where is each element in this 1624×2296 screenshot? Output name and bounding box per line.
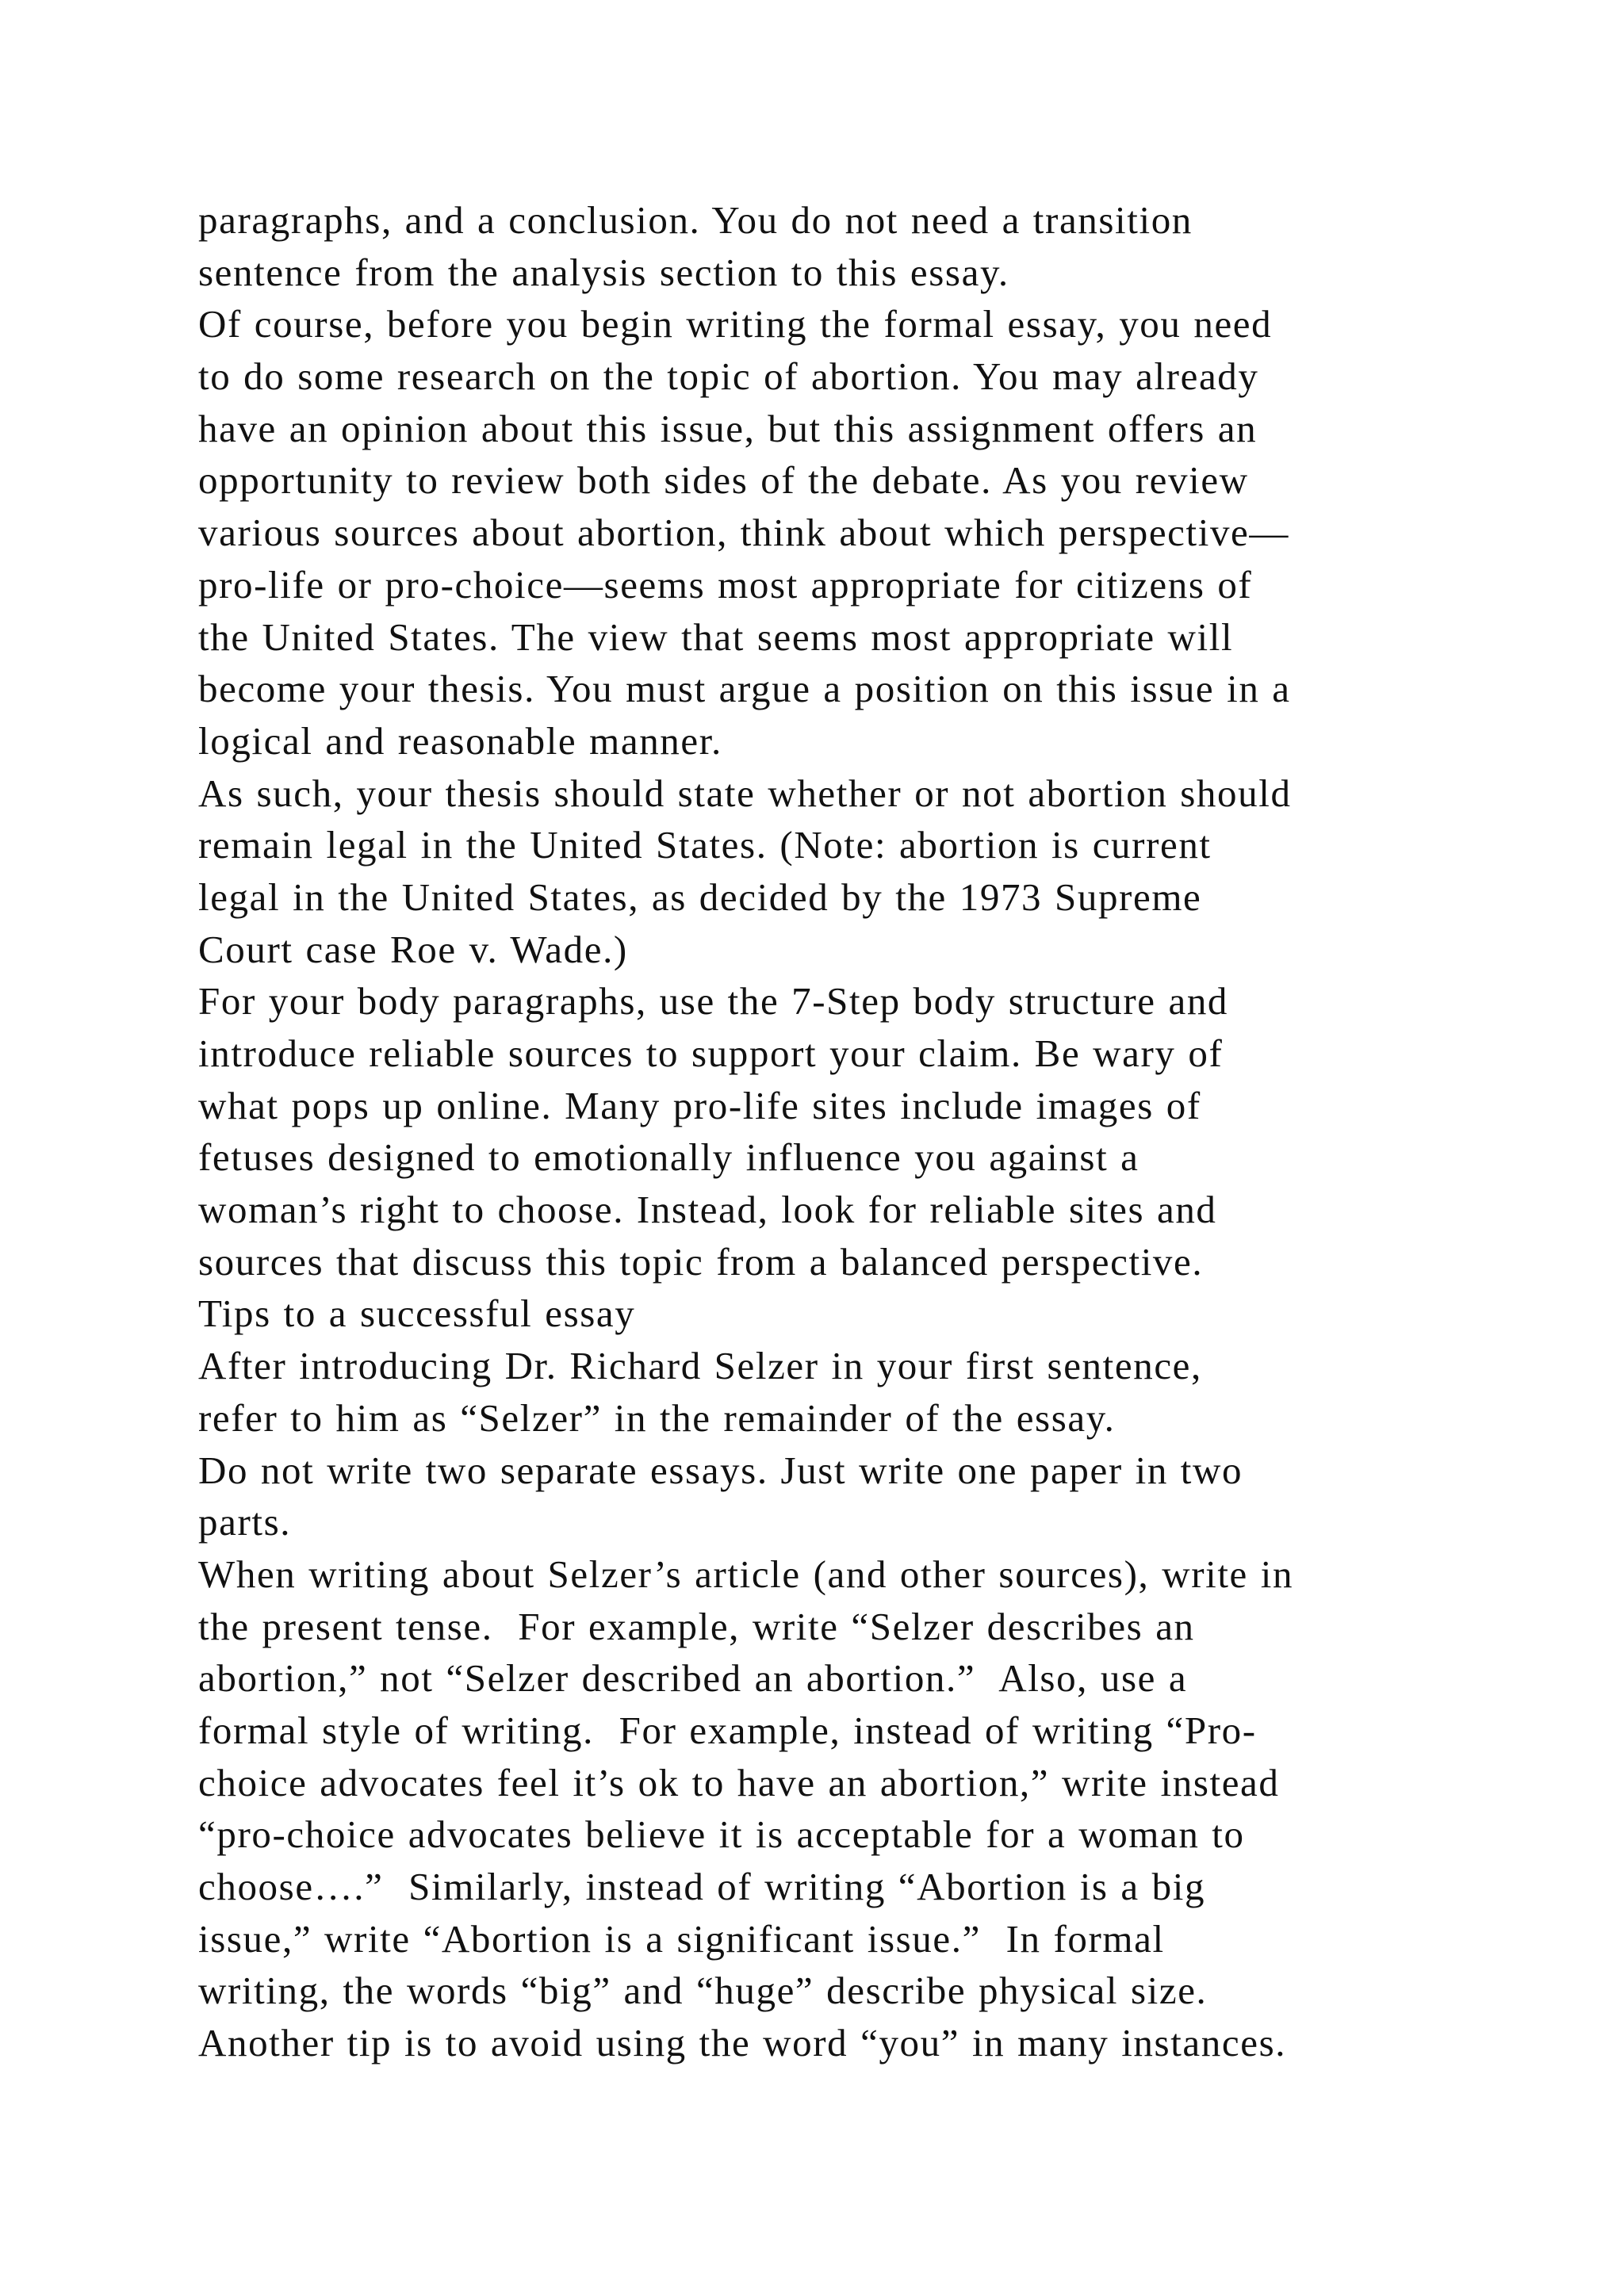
text-line: formal style of writing. For example, instead of writing “Pro- [198,1708,1257,1752]
text-line: logical and reasonable manner. [198,718,722,763]
text-line: choose….” Similarly, instead of writing “Abortion is a big [198,1865,1206,1908]
text-line: For your body paragraphs, use the 7-Step body structure and [198,979,1229,1024]
text-line: Court case Roe v. Wade.) [198,927,628,971]
text-line: what pops up online. Many pro-life sites include images of [198,1083,1201,1127]
text-line: abortion,” not “Selzer described an abortion.” Also, use a [198,1656,1188,1701]
text-line: paragraphs, and a conclusion. You do not need a transition [198,198,1193,242]
text-line: choice advocates feel it’s ok to have an abortion,” write instead [198,1760,1280,1804]
text-line: sources that discuss this topic from a balanced perspective. [198,1239,1204,1284]
document-body-text [198,194,1451,2069]
text-line: fetuses designed to emotionally influence you against a [198,1135,1139,1180]
text-line: the United States. The view that seems most appropriate will [198,614,1234,659]
text-line: Another tip is to avoid using the word “you” in many instances. [198,2021,1287,2065]
text-line: “pro-choice advocates believe it is acceptable for a woman to [198,1812,1245,1857]
text-line: the present tense. For example, write “Selzer describes an [198,1604,1195,1648]
text-line: have an opinion about this issue, but this assignment offers an [198,406,1258,450]
text-line: refer to him as “Selzer” in the remainder of the essay. [198,1395,1116,1440]
text-line: pro-life or pro-choice—seems most appropriate for citizens of [198,562,1253,607]
text-line: When writing about Selzer’s article (and other sources), write in [198,1552,1294,1596]
text-line: Of course, before you begin writing the formal essay, you need [198,302,1273,346]
text-line: introduce reliable sources to support your claim. Be wary of [198,1031,1224,1075]
text-line: Do not write two separate essays. Just write one paper in two [198,1448,1243,1492]
text-line: As such, your thesis should state whether or not abortion should [198,771,1292,815]
text-line: opportunity to review both sides of the debate. As you review [198,458,1249,503]
text-line: woman’s right to choose. Instead, look for reliable sites and [198,1188,1217,1232]
text-line: to do some research on the topic of abortion. You may already [198,354,1259,399]
text-line: become your thesis. You must argue a position on this issue in a [198,667,1291,711]
text-line: various sources about abortion, think about which perspective— [198,511,1290,555]
text-line: legal in the United States, as decided by the 1973 Supreme [198,874,1202,919]
text-line: parts. [198,1500,292,1544]
text-line: issue,” write “Abortion is a significant issue.” In formal [198,1916,1165,1961]
section-heading: Tips to a successful essay [198,1292,636,1336]
text-line: writing, the words “big” and “huge” describe physical size. [198,1969,1208,2013]
text-line: After introducing Dr. Richard Selzer in your first sentence, [198,1344,1202,1388]
text-line: remain legal in the United States. (Note: abortion is current [198,823,1212,867]
text-line: sentence from the analysis section to this essay. [198,250,1009,294]
